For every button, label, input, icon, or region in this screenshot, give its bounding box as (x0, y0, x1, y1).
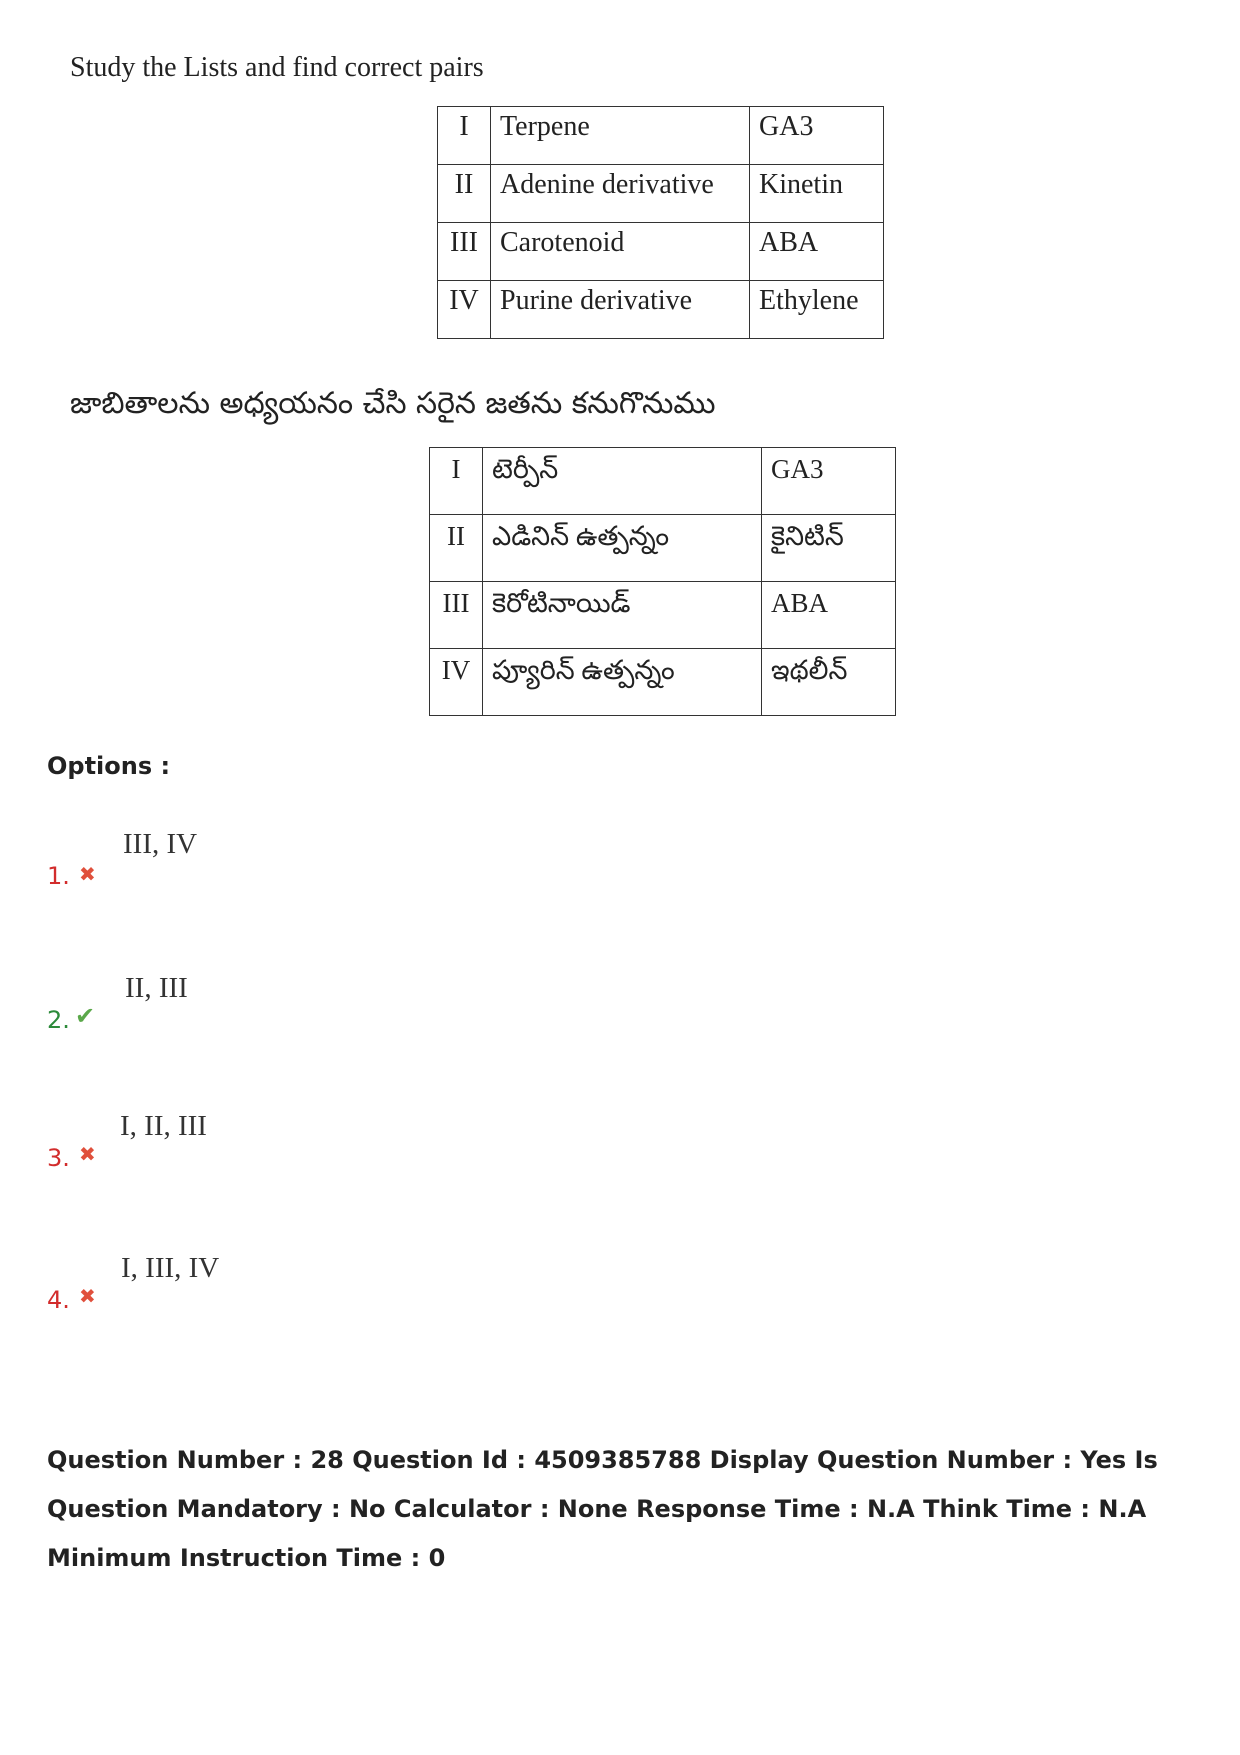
table-cell: ABA (762, 582, 896, 649)
option-number: 1. (47, 862, 70, 890)
table-cell: III (430, 582, 483, 649)
option-number: 3. (47, 1144, 70, 1172)
table-cell: III (438, 223, 491, 281)
cross-icon: ✖ (79, 862, 96, 886)
table-cell: GA3 (750, 107, 884, 165)
table-cell: Purine derivative (491, 281, 750, 339)
table-row (438, 107, 884, 165)
table-row (438, 223, 884, 281)
option-text: III, IV (123, 828, 198, 860)
table-cell: కెరోటినాయిడ్ (483, 582, 762, 649)
table-cell: I (430, 448, 483, 515)
table-cell: IV (430, 649, 483, 716)
cross-icon: ✖ (79, 1142, 96, 1166)
table-row (430, 582, 896, 649)
table-row (438, 165, 884, 223)
table-cell: ఇథలీన్ (762, 649, 896, 716)
telugu-match-table (429, 447, 896, 716)
table-cell: Carotenoid (491, 223, 750, 281)
table-cell: ఎడినిన్ ఉత్పన్నం (483, 515, 762, 582)
table-cell: Adenine derivative (491, 165, 750, 223)
table-cell: II (438, 165, 491, 223)
check-icon: ✔ (75, 1002, 96, 1030)
option-number: 2. (47, 1006, 70, 1034)
table-cell: ప్యూరిన్ ఉత్పన్నం (483, 649, 762, 716)
option-text: I, III, IV (121, 1252, 220, 1284)
cross-icon: ✖ (79, 1284, 96, 1308)
table-cell: టెర్పీన్ (483, 448, 762, 515)
table-cell: కైనిటిన్ (762, 515, 896, 582)
english-question-prompt: Study the Lists and find correct pairs (70, 52, 484, 83)
table-cell: Terpene (491, 107, 750, 165)
question-metadata: Question Number : 28 Question Id : 4509385788 Display Question Number : Yes Is Question Mandatory : No Calculator : None Response Time : N.A Think Time : N.A Minimum Instruction Time : 0 (47, 1446, 1158, 1572)
option-text: II, III (125, 972, 188, 1004)
table-cell: IV (438, 281, 491, 339)
table-row (430, 649, 896, 716)
table-cell: GA3 (762, 448, 896, 515)
english-match-table (437, 106, 884, 339)
table-cell: Kinetin (750, 165, 884, 223)
telugu-question-prompt: జాబితాలను అధ్యయనం చేసి సరైన జతను కనుగొనుము (70, 386, 716, 421)
table-cell: Ethylene (750, 281, 884, 339)
table-row (438, 281, 884, 339)
option-text: I, II, III (120, 1110, 207, 1142)
option-number: 4. (47, 1286, 70, 1314)
table-row (430, 448, 896, 515)
table-cell: I (438, 107, 491, 165)
options-label: Options : (47, 752, 171, 780)
table-cell: ABA (750, 223, 884, 281)
table-row (430, 515, 896, 582)
table-cell: II (430, 515, 483, 582)
